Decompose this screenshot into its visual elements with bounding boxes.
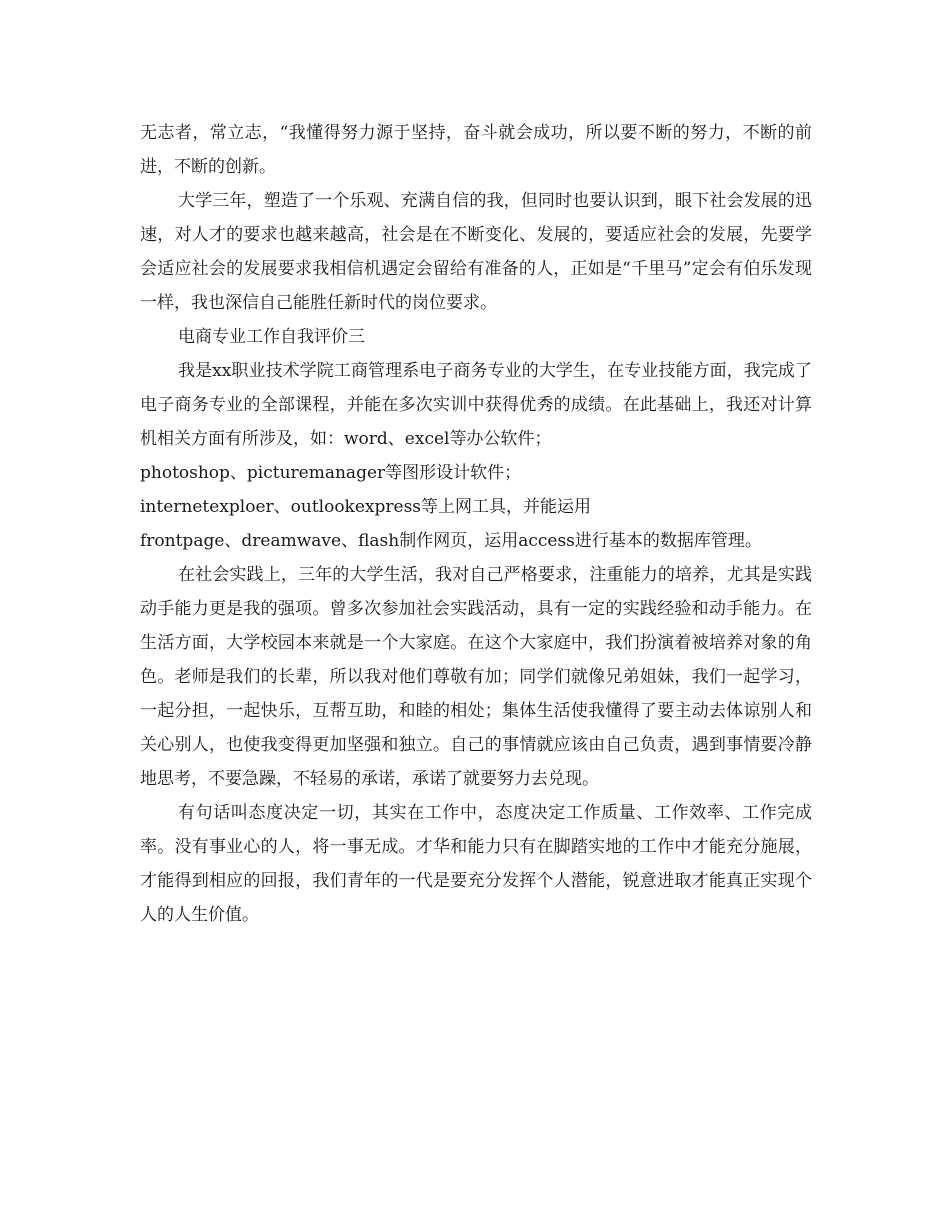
document-body	[140, 116, 812, 932]
section-heading: 电商专业工作自我评价三	[178, 327, 365, 347]
paragraph-1: 无志者，常立志，“我懂得努力源于坚持，奋斗就会成功，所以要不断的努力，不断的前进，不断的创新。	[140, 123, 812, 177]
software-line-internet: internetexploer、outlookexpress等上网工具，并能运用	[140, 497, 592, 517]
software-line-photoshop: photoshop、picturemanager等图形设计软件；	[140, 463, 522, 483]
software-line-frontpage: frontpage、dreamwave、flash制作网页，运用access进行基本的数据库管理。	[140, 531, 762, 551]
paragraph-5: 有句话叫态度决定一切，其实在工作中，态度决定工作质量、工作效率、工作完成率。没有事业心的人，将一事无成。才华和能力只有在脚踏实地的工作中才能充分施展，才能得到相应的回报，我们青年的一代是要充分发挥个人潜能，锐意进取才能真正实现个人的人生价值。	[140, 803, 812, 925]
paragraph-2: 大学三年，塑造了一个乐观、充满自信的我，但同时也要认识到，眼下社会发展的迅速，对人才的要求也越来越高，社会是在不断变化、发展的，要适应社会的发展，先要学会适应社会的发展要求我相信机遇定会留给有准备的人，正如是“千里马”定会有伯乐发现一样，我也深信自己能胜任新时代的岗位要求。	[140, 191, 812, 313]
paragraph-3: 我是xx职业技术学院工商管理系电子商务专业的大学生，在专业技能方面，我完成了电子商务专业的全部课程，并能在多次实训中获得优秀的成绩。在此基础上，我还对计算机相关方面有所涉及，如：word、excel等办公软件；	[140, 361, 812, 449]
paragraph-4: 在社会实践上，三年的大学生活，我对自己严格要求，注重能力的培养，尤其是实践动手能力更是我的强项。曾多次参加社会实践活动，具有一定的实践经验和动手能力。在生活方面，大学校园本来就是一个大家庭。在这个大家庭中，我们扮演着被培养对象的角色。老师是我们的长辈，所以我对他们尊敬有加；同学们就像兄弟姐妹，我们一起学习，一起分担，一起快乐，互帮互助，和睦的相处；集体生活使我懂得了要主动去体谅别人和关心别人，也使我变得更加坚强和独立。自己的事情就应该由自己负责，遇到事情要冷静地思考，不要急躁，不轻易的承诺，承诺了就要努力去兑现。	[140, 565, 812, 789]
